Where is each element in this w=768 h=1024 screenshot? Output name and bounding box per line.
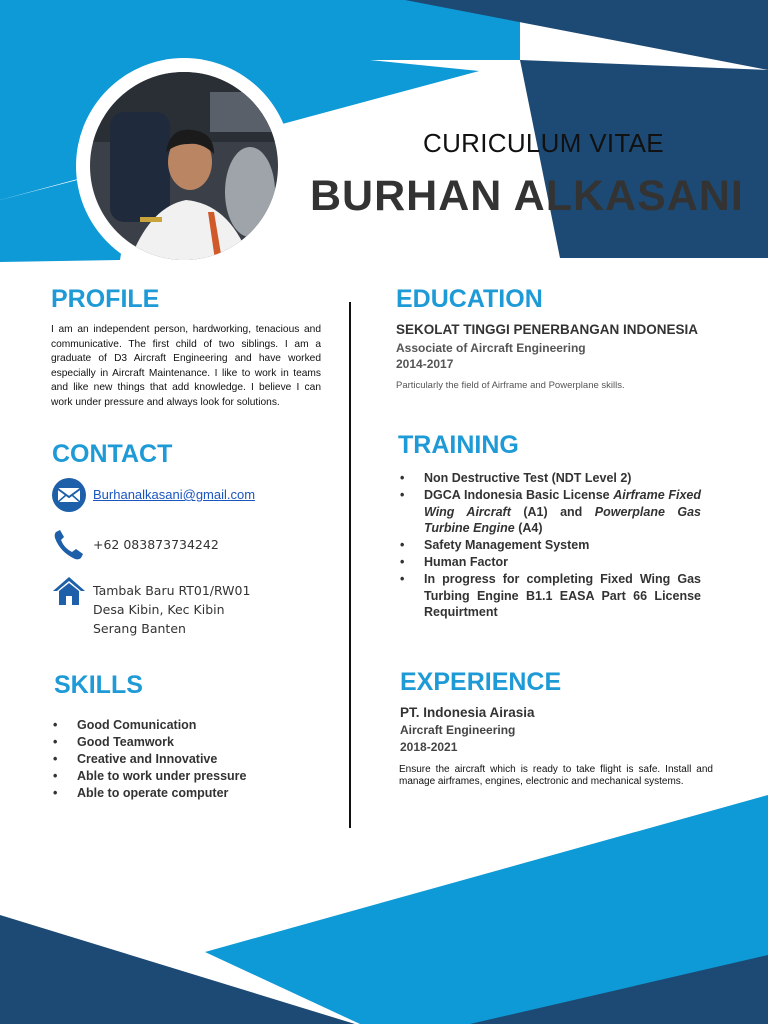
list-item: • Non Destructive Test (NDT Level 2) — [400, 471, 632, 485]
contact-phone-row — [51, 528, 219, 562]
list-item: • Able to work under pressure — [53, 769, 247, 783]
education-heading: EDUCATION — [396, 285, 543, 313]
list-item: • DGCA Indonesia Basic License Airframe Fixed Wing Aircraft (A1) and Powerplane Gas Turbine Engine (A4) — [400, 487, 702, 536]
contact-heading: CONTACT — [52, 440, 173, 468]
skills-heading: SKILLS — [54, 671, 143, 699]
education-degree: Associate of Aircraft Engineering — [396, 341, 586, 355]
profile-photo-frame — [76, 58, 292, 274]
experience-years: 2018-2021 — [400, 740, 458, 754]
profile-heading: PROFILE — [51, 285, 160, 313]
address-line-3: Serang Banten — [93, 621, 186, 636]
phone-number: +62 083873734242 — [93, 537, 219, 552]
experience-description: Ensure the aircraft which is ready to take flight is safe. Install and manage airframes, engines, electronic and mechanical systems. — [399, 764, 713, 788]
education-years: 2014-2017 — [396, 357, 454, 371]
experience-heading: EXPERIENCE — [400, 668, 562, 696]
list-item: • Able to operate computer — [53, 786, 229, 800]
experience-department: Aircraft Engineering — [400, 723, 516, 737]
experience-company: PT. Indonesia Airasia — [400, 705, 535, 720]
skills-list — [51, 717, 246, 802]
education-school: SEKOLAT TINGGI PENERBANGAN INDONESIA — [396, 322, 699, 337]
list-item: • Good Comunication — [53, 718, 197, 732]
list-item: • In progress for completing Fixed Wing Gas Turbing Engine B1.1 EASA Part 66 License Requirtment — [400, 572, 701, 620]
address — [93, 581, 250, 638]
list-item: • Safety Management System — [400, 538, 590, 553]
list-item: • Human Factor — [400, 555, 509, 570]
person-name: BURHAN ALKASANI — [310, 172, 744, 220]
email-link[interactable]: Burhanalkasani@gmail.com — [93, 487, 256, 502]
phone-icon — [51, 528, 87, 562]
cv-title: CURICULUM VITAE — [423, 128, 664, 158]
mail-icon — [51, 478, 87, 512]
profile-text: I am an independent person, hardworking, tenacious and communicative. The first child of two siblings. I am a graduate of D3 Aircraft Engineering and have worked especially in Aircraft Maintenance. I like to work in teams and like new things that add knowledge. I believe I can work under pressure and always look for solutions. — [51, 324, 321, 408]
education-note: Particularly the field of Airframe and Powerplane skills. — [396, 380, 625, 391]
profile-photo — [90, 72, 278, 260]
address-line-1: Tambak Baru RT01/RW01 — [93, 583, 251, 598]
contact-address-row — [51, 574, 250, 638]
list-item: • Creative and Innovative — [53, 752, 218, 766]
home-icon — [51, 574, 87, 608]
contact-email-row — [51, 478, 255, 512]
column-divider — [349, 302, 351, 828]
address-line-2: Desa Kibin, Kec Kibin — [93, 602, 225, 617]
training-list — [398, 470, 701, 621]
list-item: • Good Teamwork — [53, 735, 175, 749]
training-heading: TRAINING — [398, 431, 519, 459]
